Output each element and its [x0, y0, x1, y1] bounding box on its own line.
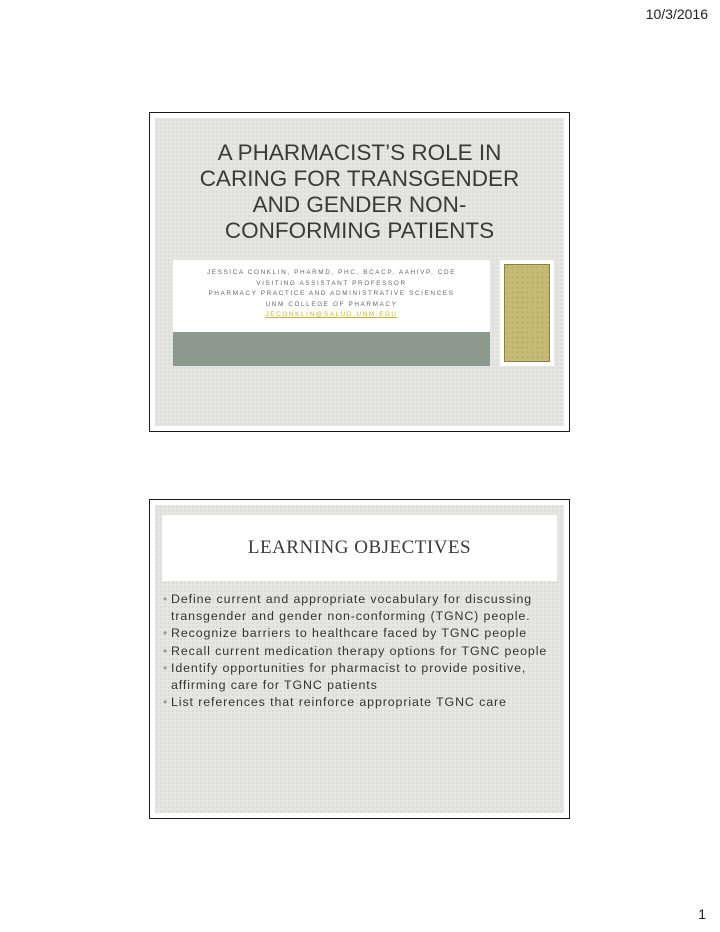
bullet-icon: •	[163, 626, 169, 640]
objectives-title-box	[162, 515, 557, 581]
title-line: CARING FOR TRANSGENDER	[199, 166, 520, 191]
slide-title	[149, 112, 570, 432]
side-accent-swatch	[504, 264, 550, 362]
author-info-box	[173, 260, 490, 366]
title-line: A PHARMACIST’S ROLE IN	[217, 140, 502, 165]
bullet-icon: •	[163, 592, 169, 606]
bullet-icon: •	[163, 661, 169, 675]
list-item	[163, 660, 556, 693]
objectives-title: LEARNING OBJECTIVES	[247, 537, 472, 558]
author-college: UNM COLLEGE OF PHARMACY	[265, 300, 398, 308]
list-item	[163, 591, 556, 624]
bullet-icon: •	[163, 643, 169, 658]
header-date: 10/3/2016	[645, 6, 708, 22]
slide-title-text	[155, 140, 564, 244]
objective-text: Define current and appropriate vocabulary for discussing transgender and gender non-conforming (TGNC) people.	[171, 592, 533, 623]
bullet-icon: •	[163, 695, 169, 709]
author-info	[173, 268, 490, 321]
side-accent-box	[500, 260, 554, 366]
title-line: CONFORMING PATIENTS	[224, 218, 495, 243]
objective-text: List references that reinforce appropriate TGNC care	[171, 695, 507, 709]
objective-text: Recall current medication therapy options for TGNC people	[171, 643, 548, 658]
author-department: PHARMACY PRACTICE AND ADMINISTRATIVE SCIENCES	[208, 290, 455, 297]
objective-text: Recognize barriers to healthcare faced by TGNC people	[171, 626, 528, 640]
author-email-link[interactable]: JECONKLIN@SALUD.UNM.EDU	[265, 311, 398, 318]
page-number: 1	[698, 906, 706, 922]
list-item	[163, 694, 556, 711]
objective-text: Identify opportunities for pharmacist to provide positive, affirming care for TGNC patients	[171, 661, 527, 692]
author-name: JESSICA CONKLIN, PHARMD, PHC, BCACP, AAHIVP, CDE	[206, 269, 457, 276]
slide-learning-objectives	[149, 499, 570, 819]
list-item	[163, 625, 556, 642]
title-line: AND GENDER NON-	[252, 192, 467, 217]
objectives-list	[163, 591, 556, 712]
info-color-band	[173, 332, 490, 366]
list-item	[163, 643, 556, 660]
slide-background	[155, 505, 564, 813]
author-position: VISITING ASSISTANT PROFESSOR	[256, 279, 407, 287]
slide-background	[155, 118, 564, 426]
